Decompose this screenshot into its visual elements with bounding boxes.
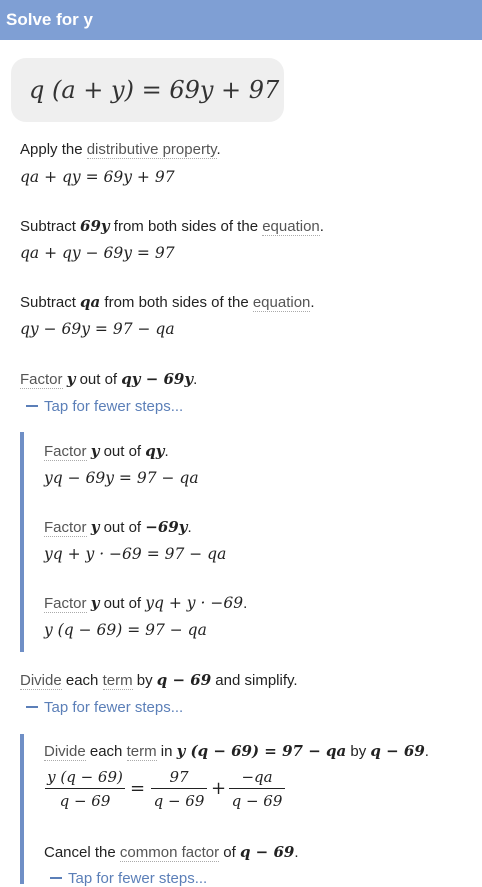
step-2-description — [20, 217, 324, 235]
plus-sign: + — [211, 778, 227, 799]
step-1-period: . — [216, 141, 221, 158]
step-2-text: Subtract — [20, 218, 81, 235]
substep-text-mid: of — [219, 844, 240, 861]
substep-text-mid: each — [85, 743, 127, 760]
step-4-period: . — [193, 371, 198, 388]
fraction-numerator: 97 — [151, 768, 207, 789]
minus-icon — [50, 877, 62, 879]
substep-text: Cancel the — [44, 844, 120, 861]
substep-period: . — [243, 595, 248, 612]
step-5-collapse-toggle[interactable] — [26, 699, 183, 716]
step-5-substeps-bar — [20, 734, 24, 884]
substep-term: y — [90, 442, 100, 460]
substep-4-3-description — [44, 594, 247, 612]
factor-link[interactable]: Factor — [44, 519, 87, 536]
step-1-text: Apply the — [20, 141, 87, 158]
fraction-rhs-1 — [151, 768, 207, 810]
step-3-equation: qy − 69y = 97 − qa — [20, 320, 175, 338]
substep-expression: q − 69 — [239, 843, 295, 861]
step-5-description — [20, 671, 298, 689]
fraction-denominator: q − 69 — [153, 792, 205, 810]
step-4-expression: qy − 69y — [121, 370, 194, 388]
step-5-text-mid-2: by — [132, 672, 157, 689]
substep-5-1-description — [44, 742, 429, 760]
substep-period: . — [164, 443, 169, 460]
fraction-rhs-2 — [229, 768, 285, 810]
step-2-period: . — [319, 218, 324, 235]
factor-link[interactable]: Factor — [44, 595, 87, 612]
substep-expression: qy — [145, 442, 165, 460]
substep-text-mid: out of — [99, 519, 146, 536]
fraction-numerator: −qa — [229, 768, 285, 789]
step-4-collapse-toggle[interactable] — [26, 398, 183, 415]
substep-expression: y (q − 69) = 97 − qa — [176, 742, 347, 760]
substep-term: y — [90, 518, 100, 536]
step-2-term: 69y — [80, 217, 110, 235]
page-header — [0, 0, 482, 40]
fraction-numerator: y (q − 69) — [45, 768, 125, 789]
substep-4-1-equation: yq − 69y = 97 − qa — [44, 469, 199, 487]
common-factor-link[interactable]: common factor — [119, 844, 220, 861]
problem-equation-box — [11, 58, 284, 122]
substep-5-2-collapse-toggle[interactable] — [50, 870, 207, 887]
substep-text-mid: out of — [99, 443, 146, 460]
step-3-text: Subtract — [20, 294, 81, 311]
substep-period: . — [424, 743, 429, 760]
toggle-label: Tap for fewer steps... — [44, 699, 184, 716]
substep-text-mid-3: by — [346, 743, 371, 760]
substep-text-mid-2: in — [156, 743, 177, 760]
toggle-label: Tap for fewer steps... — [44, 398, 184, 415]
fraction-lhs — [45, 768, 125, 810]
fraction-denominator: q − 69 — [231, 792, 283, 810]
step-3-term: qa — [80, 293, 101, 311]
substep-4-2-equation: yq + y · −69 = 97 − qa — [44, 545, 227, 563]
problem-equation: q (a + y) = 69y + 97 — [29, 76, 280, 104]
substep-4-2-description — [44, 518, 192, 536]
equation-link[interactable]: equation — [252, 294, 311, 311]
factor-link[interactable]: Factor — [20, 371, 63, 388]
term-link[interactable]: term — [126, 743, 157, 760]
substep-5-2-description — [44, 843, 299, 861]
step-2-equation: qa + qy − 69y = 97 — [20, 244, 175, 262]
step-4-term: y — [66, 370, 76, 388]
substep-4-3-equation: y (q − 69) = 97 − qa — [44, 621, 207, 639]
substep-expression: yq + y · −69 — [145, 594, 244, 612]
step-1-description — [20, 141, 221, 158]
substep-4-1-description — [44, 442, 169, 460]
step-5-text-mid: each — [61, 672, 103, 689]
term-link[interactable]: term — [102, 672, 133, 689]
page-title: Solve for y — [6, 10, 93, 29]
substep-expression: −69y — [145, 518, 188, 536]
factor-link[interactable]: Factor — [44, 443, 87, 460]
divide-link[interactable]: Divide — [20, 672, 62, 689]
distributive-property-link[interactable]: distributive property — [86, 141, 217, 158]
step-4-description — [20, 370, 197, 388]
substep-text-mid: out of — [99, 595, 146, 612]
step-4-text-mid: out of — [75, 371, 122, 388]
substep-term: y — [90, 594, 100, 612]
toggle-label: Tap for fewer steps... — [68, 870, 208, 887]
equation-link[interactable]: equation — [262, 218, 320, 235]
step-3-text-mid: from both sides of the — [100, 294, 253, 311]
step-1-equation: qa + qy = 69y + 97 — [20, 168, 175, 186]
step-5-expression: q − 69 — [156, 671, 212, 689]
step-2-text-mid: from both sides of the — [109, 218, 263, 235]
minus-icon — [26, 706, 38, 708]
step-3-period: . — [310, 294, 315, 311]
step-4-substeps-bar — [20, 432, 24, 652]
substep-expression-2: q − 69 — [370, 742, 425, 760]
substep-period: . — [187, 519, 192, 536]
divide-link[interactable]: Divide — [44, 743, 86, 760]
step-3-description — [20, 293, 315, 311]
step-5-text-end: and simplify. — [211, 672, 298, 689]
fraction-denominator: q − 69 — [59, 792, 111, 810]
minus-icon — [26, 405, 38, 407]
substep-period: . — [294, 844, 299, 861]
equals-sign: = — [130, 778, 146, 799]
